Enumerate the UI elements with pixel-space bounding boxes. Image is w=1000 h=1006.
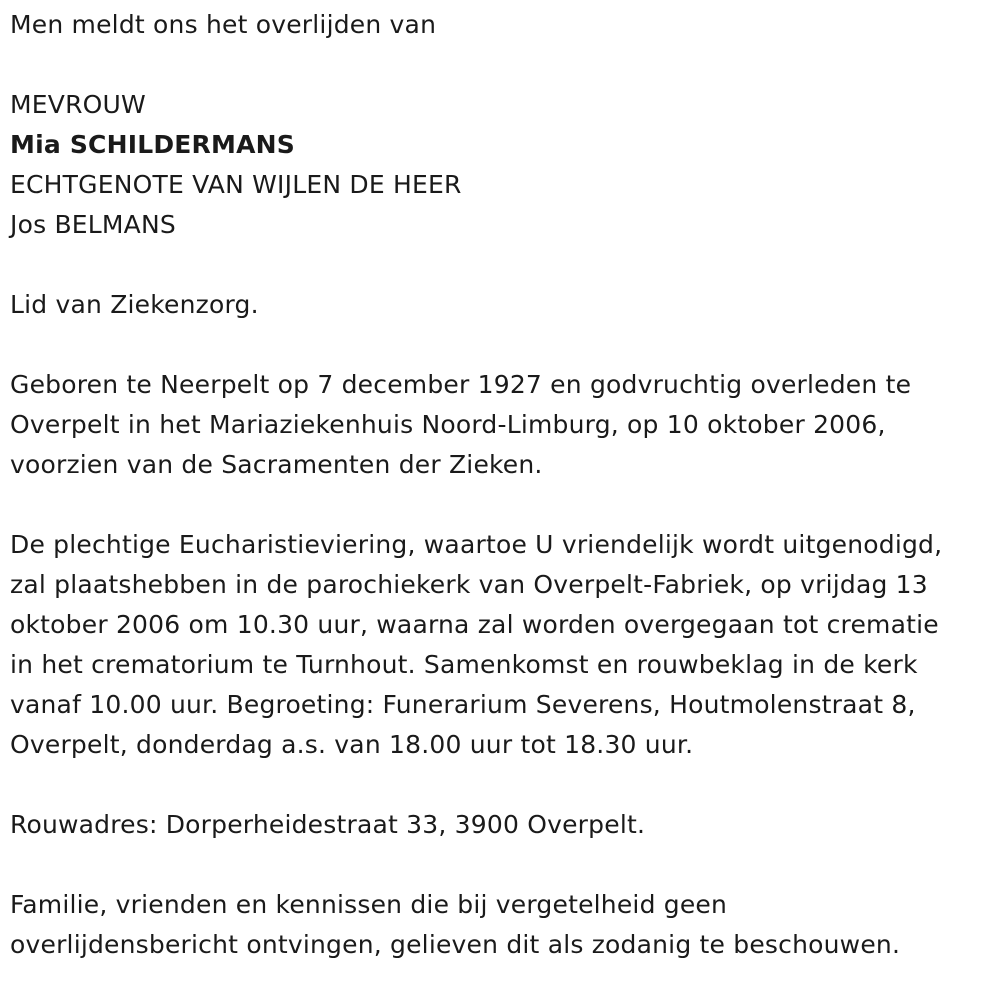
honorific: MEVROUW: [10, 90, 146, 119]
paragraph-line: Geboren te Neerpelt op 7 december 1927 en godvruchtig overleden te: [10, 370, 912, 399]
intro-text: Men meldt ons het overlijden van: [10, 10, 437, 39]
paragraph-line: vanaf 10.00 uur. Begroeting: Funerarium Severens, Houtmolenstraat 8,: [10, 690, 916, 719]
spouse-name: Jos BELMANS: [10, 210, 176, 239]
paragraph-line: zal plaatshebben in de parochiekerk van Overpelt-Fabriek, op vrijdag 13: [10, 570, 928, 599]
paragraph-line: Overpelt, donderdag a.s. van 18.00 uur tot 18.30 uur.: [10, 730, 694, 759]
paragraph-line: overlijdensbericht ontvingen, gelieven dit als zodanig te beschouwen.: [10, 930, 901, 959]
paragraph-line: in het crematorium te Turnhout. Samenkomst en rouwbeklag in de kerk: [10, 650, 918, 679]
obituary-notice: [10, 5, 995, 965]
spacer: [10, 245, 995, 285]
spacer: [10, 325, 995, 365]
deceased-name: Mia SCHILDERMANS: [10, 130, 295, 159]
ceremony-paragraph: [10, 525, 995, 765]
closing-paragraph: [10, 885, 995, 965]
paragraph-line: voorzien van de Sacramenten der Zieken.: [10, 450, 543, 479]
mourning-address: Rouwadres: Dorperheidestraat 33, 3900 Overpelt.: [10, 810, 646, 839]
spacer: [10, 765, 995, 805]
spacer: [10, 45, 995, 85]
spacer: [10, 845, 995, 885]
birth-death-paragraph: [10, 365, 995, 485]
spacer: [10, 485, 995, 525]
relation-text: ECHTGENOTE VAN WIJLEN DE HEER: [10, 170, 462, 199]
paragraph-line: De plechtige Eucharistieviering, waartoe U vriendelijk wordt uitgenodigd,: [10, 530, 943, 559]
membership-text: Lid van Ziekenzorg.: [10, 290, 259, 319]
paragraph-line: Overpelt in het Mariaziekenhuis Noord-Limburg, op 10 oktober 2006,: [10, 410, 886, 439]
paragraph-line: Familie, vrienden en kennissen die bij vergetelheid geen: [10, 890, 728, 919]
paragraph-line: oktober 2006 om 10.30 uur, waarna zal worden overgegaan tot crematie: [10, 610, 939, 639]
